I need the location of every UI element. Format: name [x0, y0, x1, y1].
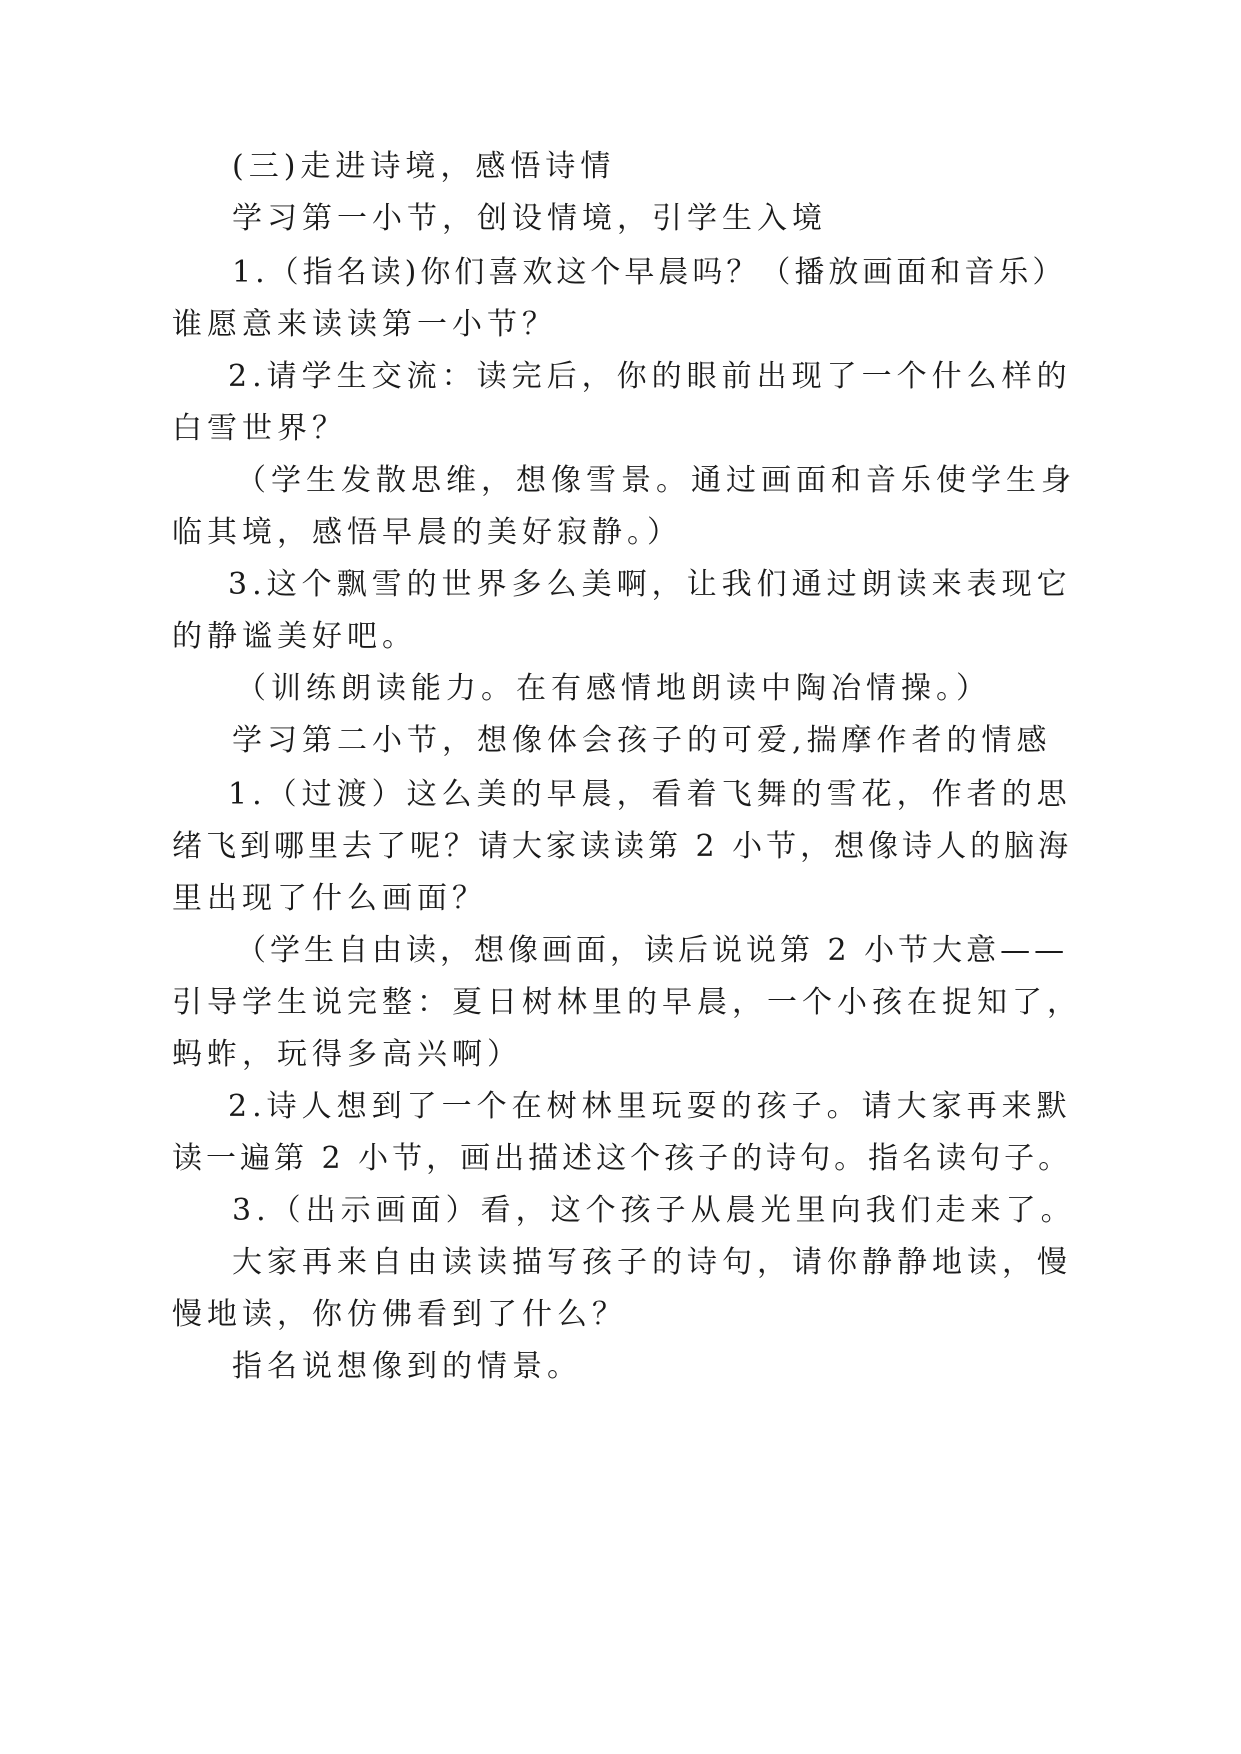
paragraph-line: 慢地读，你仿佛看到了什么？: [172, 1297, 627, 1332]
paragraph-line: 1.（指名读)你们喜欢这个早晨吗？（播放画面和音乐）: [232, 255, 1067, 290]
subsection-heading-1: 学习第一小节，创设情境，引学生入境: [232, 201, 827, 236]
paragraph-line: 引导学生说完整：夏日树林里的早晨，一个小孩在捉知了，: [172, 985, 1082, 1020]
paragraph-line: 3.这个飘雪的世界多么美啊，让我们通过朗读来表现它: [228, 567, 1072, 602]
paragraph-line: 临其境，感悟早晨的美好寂静。）: [172, 515, 682, 550]
paragraph-line: 谁愿意来读读第一小节？: [172, 307, 557, 342]
paragraph-line: 里出现了什么画面？: [172, 881, 487, 916]
paragraph-line: 指名说想像到的情景。: [232, 1349, 582, 1384]
paragraph-line: （训练朗读能力。在有感情地朗读中陶冶情操。）: [236, 671, 991, 706]
paragraph-line: 的静谧美好吧。: [172, 619, 417, 654]
paragraph-line: 2.诗人想到了一个在树林里玩耍的孩子。请大家再来默: [228, 1089, 1072, 1124]
paragraph-line: （学生发散思维，想像雪景。通过画面和音乐使学生身: [236, 463, 1076, 498]
paragraph-line: 2.请学生交流：读完后，你的眼前出现了一个什么样的: [228, 359, 1072, 394]
section-heading: (三)走进诗境，感悟诗情: [232, 149, 616, 184]
paragraph-line: 绪飞到哪里去了呢？请大家读读第 2 小节，想像诗人的脑海: [172, 829, 1073, 864]
paragraph-line: 3.（出示画面）看，这个孩子从晨光里向我们走来了。: [232, 1193, 1076, 1228]
paragraph-line: 读一遍第 2 小节，画出描述这个孩子的诗句。指名读句子。: [172, 1141, 1073, 1176]
paragraph-line: 白雪世界？: [172, 411, 347, 446]
paragraph-line: （学生自由读，想像画面，读后说说第 2 小节大意——: [236, 933, 1069, 968]
paragraph-line: 蚂蚱，玩得多高兴啊）: [172, 1037, 522, 1072]
subsection-heading-2: 学习第二小节，想像体会孩子的可爱,揣摩作者的情感: [232, 723, 1052, 758]
paragraph-line: 大家再来自由读读描写孩子的诗句，请你静静地读，慢: [232, 1245, 1072, 1280]
paragraph-line: 1.（过渡）这么美的早晨，看着飞舞的雪花，作者的思: [228, 777, 1072, 812]
